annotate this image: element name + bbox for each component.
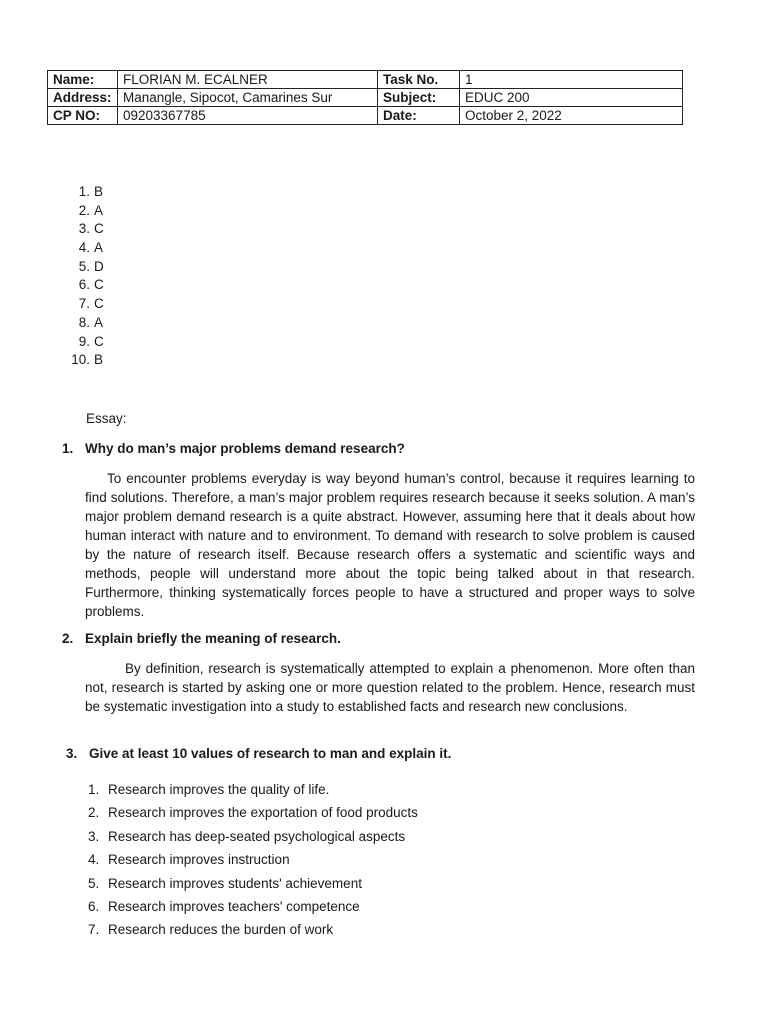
name-label: Name:: [48, 71, 118, 89]
answer-paragraph-2: By definition, research is systematically attempted to explain a phenomenon. More often than not, research is started by asking one or more question related to the problem. Hence, research must be systematic investigation into a study to established facts and research new conclusions.: [85, 661, 695, 714]
question-number: 3.: [66, 746, 78, 761]
question-number: 2.: [62, 631, 74, 646]
question-1: [62, 441, 405, 456]
student-info-table: [47, 70, 683, 125]
value-number: 5.: [88, 875, 100, 891]
address-value: Manangle, Sipocot, Camarines Sur: [118, 89, 378, 107]
answer-item: [65, 276, 104, 295]
value-item: [88, 872, 418, 895]
answer-letter: C: [94, 221, 104, 237]
answer-key-list: [65, 183, 104, 370]
cp-value: 09203367785: [118, 107, 378, 125]
question-number: 1.: [62, 441, 74, 456]
value-number: 3.: [88, 828, 100, 844]
answer-number: 7.: [78, 296, 90, 312]
question-3: [66, 746, 451, 761]
answer-number: 9.: [78, 333, 90, 349]
answer-item: [65, 314, 104, 333]
subject-value: EDUC 200: [460, 89, 683, 107]
info-row-address: [48, 89, 683, 107]
question-text: Give at least 10 values of research to man and explain it.: [89, 746, 452, 761]
answer-item: [65, 202, 104, 221]
answer-number: 2.: [78, 202, 90, 218]
date-value: October 2, 2022: [460, 107, 683, 125]
answer-letter: A: [94, 314, 104, 330]
info-row-name: [48, 71, 683, 89]
value-text: Research improves students' achievement: [108, 875, 362, 891]
answer-letter: B: [94, 184, 104, 199]
answer-number: 3.: [78, 221, 90, 237]
answer-letter: D: [94, 258, 104, 274]
values-list: [88, 778, 418, 942]
answer-letter: A: [94, 202, 104, 218]
answer-item: [65, 239, 104, 258]
info-row-cp: [48, 107, 683, 125]
value-number: 1.: [88, 782, 100, 797]
answer-item: [65, 351, 104, 370]
value-text: Research improves the exportation of food products: [108, 805, 418, 821]
essay-heading: Essay:: [86, 411, 127, 426]
question-text: Why do man’s major problems demand research?: [85, 441, 405, 456]
answer-number: 8.: [78, 314, 90, 330]
address-label: Address:: [48, 89, 118, 107]
answer-number: 6.: [78, 277, 90, 293]
answer-number: 10.: [71, 352, 90, 368]
answer-item: [65, 220, 104, 239]
value-item: [88, 895, 418, 918]
value-text: Research improves the quality of life.: [108, 782, 330, 797]
task-label: Task No.: [378, 71, 460, 89]
answer-item: [65, 183, 104, 202]
answer-letter: C: [94, 333, 104, 349]
value-item: [88, 801, 418, 824]
answer-item: [65, 258, 104, 277]
value-text: Research improves instruction: [108, 852, 290, 868]
name-value: FLORIAN M. ECALNER: [118, 71, 378, 89]
value-item: [88, 918, 418, 941]
answer-letter: B: [94, 352, 104, 368]
value-number: 6.: [88, 898, 100, 914]
value-text: Research has deep-seated psychological aspects: [108, 828, 406, 844]
value-item: [88, 778, 418, 801]
cp-label: CP NO:: [48, 107, 118, 125]
answer-number: 1.: [78, 184, 90, 199]
value-number: 7.: [88, 922, 100, 938]
value-number: 2.: [88, 805, 100, 821]
question-2: [62, 631, 341, 646]
answer-item: [65, 295, 104, 314]
answer-number: 4.: [78, 240, 90, 256]
subject-label: Subject:: [378, 89, 460, 107]
answer-number: 5.: [78, 258, 90, 274]
answer-paragraph-1: To encounter problems everyday is way beyond human’s control, because it requires learning to find solutions. Therefore, a man’s major problem requires research because it seeks solution. A man’s major problem demand research is a quite abstract. However, assuming here that it deals about how human interact with nature and to environment. To demand with research to solve problem is caused by the nature of research itself. Because research offers a systematic and scientific ways and methods, people will understand more about the topic being talked about in that research. Furthermore, thinking systematically forces people to have a structured and proper ways to solve problems.: [85, 471, 695, 619]
answer-letter: C: [94, 296, 104, 312]
question-text: Explain briefly the meaning of research.: [85, 631, 341, 646]
task-value: 1: [460, 71, 683, 89]
answer-letter: C: [94, 277, 104, 293]
value-item: [88, 848, 418, 871]
value-text: Research reduces the burden of work: [108, 922, 334, 938]
answer-item: [65, 333, 104, 352]
date-label: Date:: [378, 107, 460, 125]
answer-letter: A: [94, 240, 104, 256]
value-item: [88, 825, 418, 848]
value-text: Research improves teachers' competence: [108, 898, 360, 914]
value-number: 4.: [88, 852, 100, 868]
